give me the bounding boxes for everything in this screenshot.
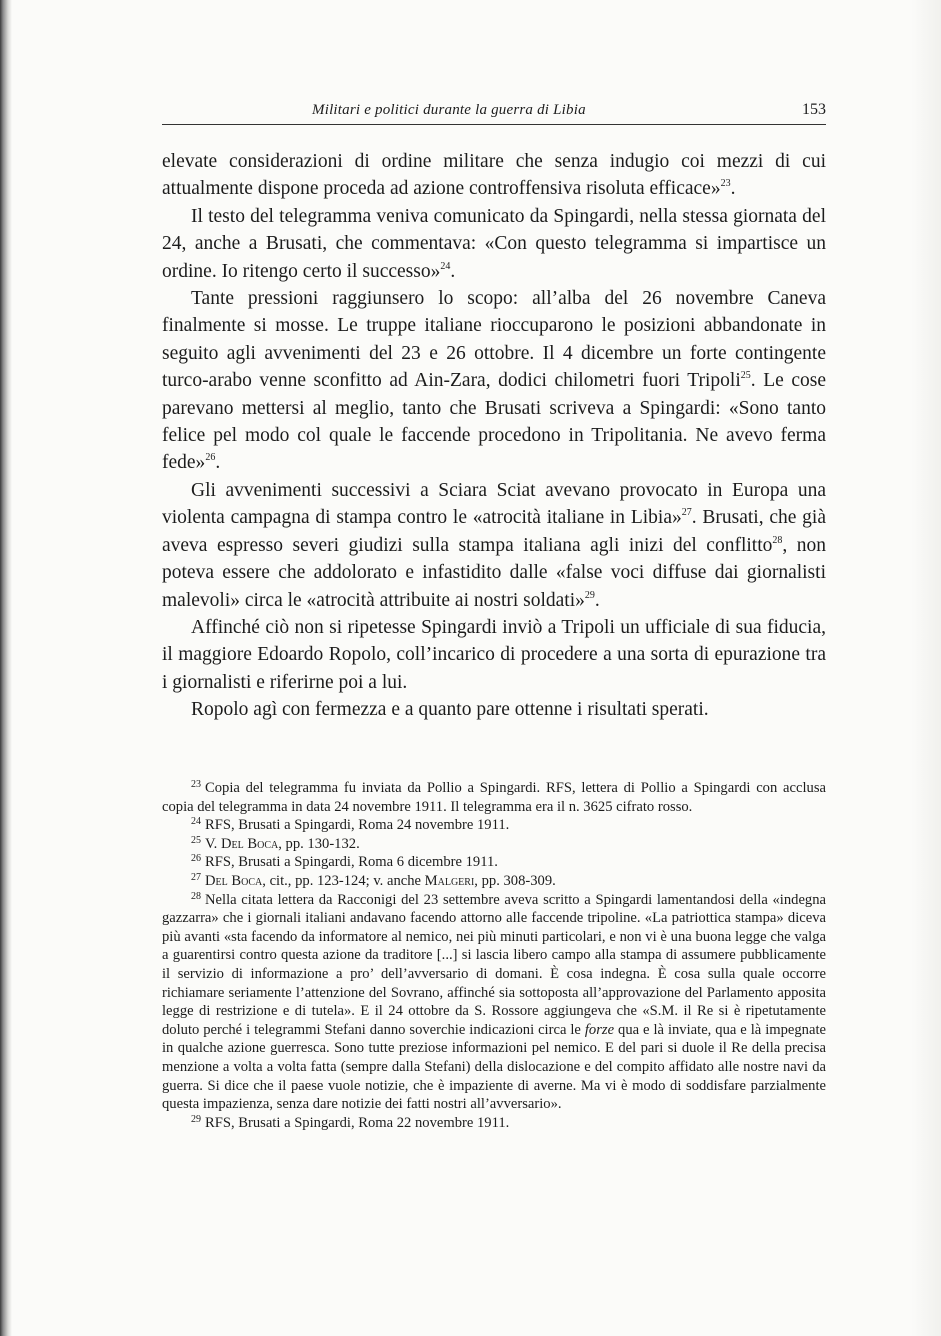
paragraph-text: Tante pressioni raggiunsero lo scopo: all’alba del 26 novembre Caneva finalmente si mosse. Le truppe italiane rioccuparono le posizioni abbandonate in seguito agli avvenimenti del 23 e 26 ottobre. Il 4 dicembre un forte contingente turco-arabo venne sconfitto ad Ain-Zara, dodici chilometri fuori Tripoli	[162, 288, 826, 392]
paragraph-text: elevate considerazioni di ordine militare che senza indugio coi mezzi di cui attualmente dispone proceda ad azione controffensiva risoluta efficace»	[162, 151, 826, 200]
footnote-23	[162, 779, 826, 816]
footnote-number: 27	[191, 871, 201, 883]
footnote-number: 29	[191, 1113, 201, 1125]
paragraph-text: .	[730, 178, 736, 200]
emphasis: forze	[584, 1021, 615, 1038]
footnote-text: , pp. 130-132.	[278, 835, 360, 852]
book-spine-shadow	[0, 0, 12, 1336]
paragraph-text: .	[594, 589, 600, 611]
footnote-ref-24[interactable]: 24	[440, 260, 451, 272]
paragraph-text: , non poteva essere che addolorato e infastidito dalle «false voci diffuse dai giornalisti malevoli» circa le «atrocità attribuite ai nostri soldati»	[162, 534, 827, 611]
paragraph-1	[162, 148, 826, 203]
footnote-text: RFS, Brusati a Spingardi, Roma 22 novembre 1911.	[205, 1114, 510, 1131]
footnote-ref-26[interactable]: 26	[205, 452, 216, 464]
footnote-ref-28[interactable]: 28	[772, 534, 783, 546]
page-edge-shadow	[911, 0, 941, 1336]
footnote-text: RFS, Brusati a Spingardi, Roma 6 dicembre 1911.	[205, 854, 498, 871]
paragraph-text: . Brusati, che già aveva espresso severi giudizi sulla stampa italiana agli inizi del conflitto	[162, 507, 827, 556]
paragraph-4	[162, 477, 826, 614]
body-text	[162, 148, 826, 724]
footnote-28	[162, 891, 826, 1114]
footnote-number: 24	[191, 816, 201, 828]
paragraph-text: Affinché ciò non si ripetesse Spingardi inviò a Tripoli un ufficiale di sua fiducia, il maggiore Edoardo Ropolo, coll’incarico di procedere a una sorta di epurazione tra i giornalisti e riferirne poi a lui.	[162, 616, 826, 693]
author-name: Malgeri	[424, 872, 475, 889]
footnote-number: 28	[191, 890, 201, 902]
footnote-27	[162, 872, 826, 891]
footnote-number: 26	[191, 853, 201, 865]
footnote-text: Copia del telegramma fu inviata da Pollio a Spingardi. RFS, lettera di Pollio a Spingardi con acclusa copia del telegramma in data 24 novembre 1911. Il telegramma era il n. 3625 cifrato rosso.	[162, 780, 826, 815]
footnote-25	[162, 835, 826, 854]
footnote-29	[162, 1114, 826, 1133]
footnotes	[162, 779, 826, 1132]
footnote-24	[162, 816, 826, 835]
paragraph-text: . Le cose parevano mettersi al meglio, tanto che Brusati scriveva a Spingardi: «Sono tanto felice pel modo col quale le faccende procedono in Tripolitania. Ne avevo ferma fede»	[162, 370, 826, 474]
running-title: Militari e politici durante la guerra di Libia	[312, 102, 586, 118]
paragraph-6	[162, 696, 826, 723]
footnote-26	[162, 853, 826, 872]
paragraph-text: .	[215, 452, 221, 474]
footnote-number: 25	[191, 834, 201, 846]
paragraph-5	[162, 614, 826, 696]
paragraph-text: Il testo del telegramma veniva comunicato da Spingardi, nella stessa giornata del 24, anche a Brusati, che commentava: «Con questo telegramma si impartisce un ordine. Io ritengo certo il successo»	[162, 205, 826, 282]
paragraph-2	[162, 203, 826, 285]
footnote-ref-29[interactable]: 29	[584, 589, 595, 601]
footnote-text: V.	[205, 835, 221, 852]
footnote-ref-25[interactable]: 25	[740, 370, 751, 382]
paragraph-3	[162, 285, 826, 477]
footnote-ref-23[interactable]: 23	[720, 178, 731, 190]
author-name: Del Boca	[220, 835, 279, 852]
page-number: 153	[802, 101, 826, 118]
paragraph-text: Ropolo agì con fermezza e a quanto pare ottenne i risultati sperati.	[191, 699, 709, 721]
footnote-text: , pp. 308-309.	[474, 872, 556, 889]
paragraph-text: .	[450, 260, 456, 282]
footnote-text: , cit., pp. 123-124; v. anche	[262, 872, 425, 889]
footnote-number: 23	[191, 779, 201, 790]
footnote-text: RFS, Brusati a Spingardi, Roma 24 novembre 1911.	[205, 817, 510, 834]
author-name: Del Boca	[205, 872, 263, 889]
footnote-text: Nella citata lettera da Racconigi del 23 settembre aveva scritto a Spingardi lamentandosi della «indegna gazzarra» che i giornali italiani andavano facendo attorno alle faccende tripoline. «La patriottica stampa» diceva più avanti «sta facendo da informatore al nemico, nei più minuti particolari, e non vi è una buona legge che valga a guarentirsi contro questa azione da traditore [...] si lascia libero campo alla stampa di assumere pubblicamente il servizio di informazione a pro’ dell’avversario di domani. È cosa indegna. È cosa sulla quale occorre richiamare seriamente l’attenzione del Sovrano, affinché sia sottoposta all’approvazione del Parlamento apposita legge di restrizione e di tutela». E il 24 ottobre da S. Rossore aggiungeva che «S.M. il Re si è ripetutamente doluto perché i telegrammi Stefani danno soverchie indicazioni circa le	[162, 891, 826, 1038]
footnote-text: qua e là inviate, qua e là impegnate in qualche azione guerresca. Sono tutte preziose informazioni pel nemico. E del pari si duole il Re della precisa menzione a volta a volta fatta (sempre dalla Stefani) della dislocazione e del compito affidato alle nostre navi da guerra. Si dice che il paese vuole notizie, che è impaziente di averne. Ma vi è modo di soddisfare parzialmente questa impazienza, senza dare notizie dei fatti nostri all’avversario».	[162, 1021, 826, 1113]
paragraph-text: Gli avvenimenti successivi a Sciara Sciat avevano provocato in Europa una violenta campagna di stampa contro le «atrocità italiane in Libia»	[162, 479, 826, 529]
footnote-ref-27[interactable]: 27	[681, 507, 692, 519]
running-header	[162, 100, 826, 125]
